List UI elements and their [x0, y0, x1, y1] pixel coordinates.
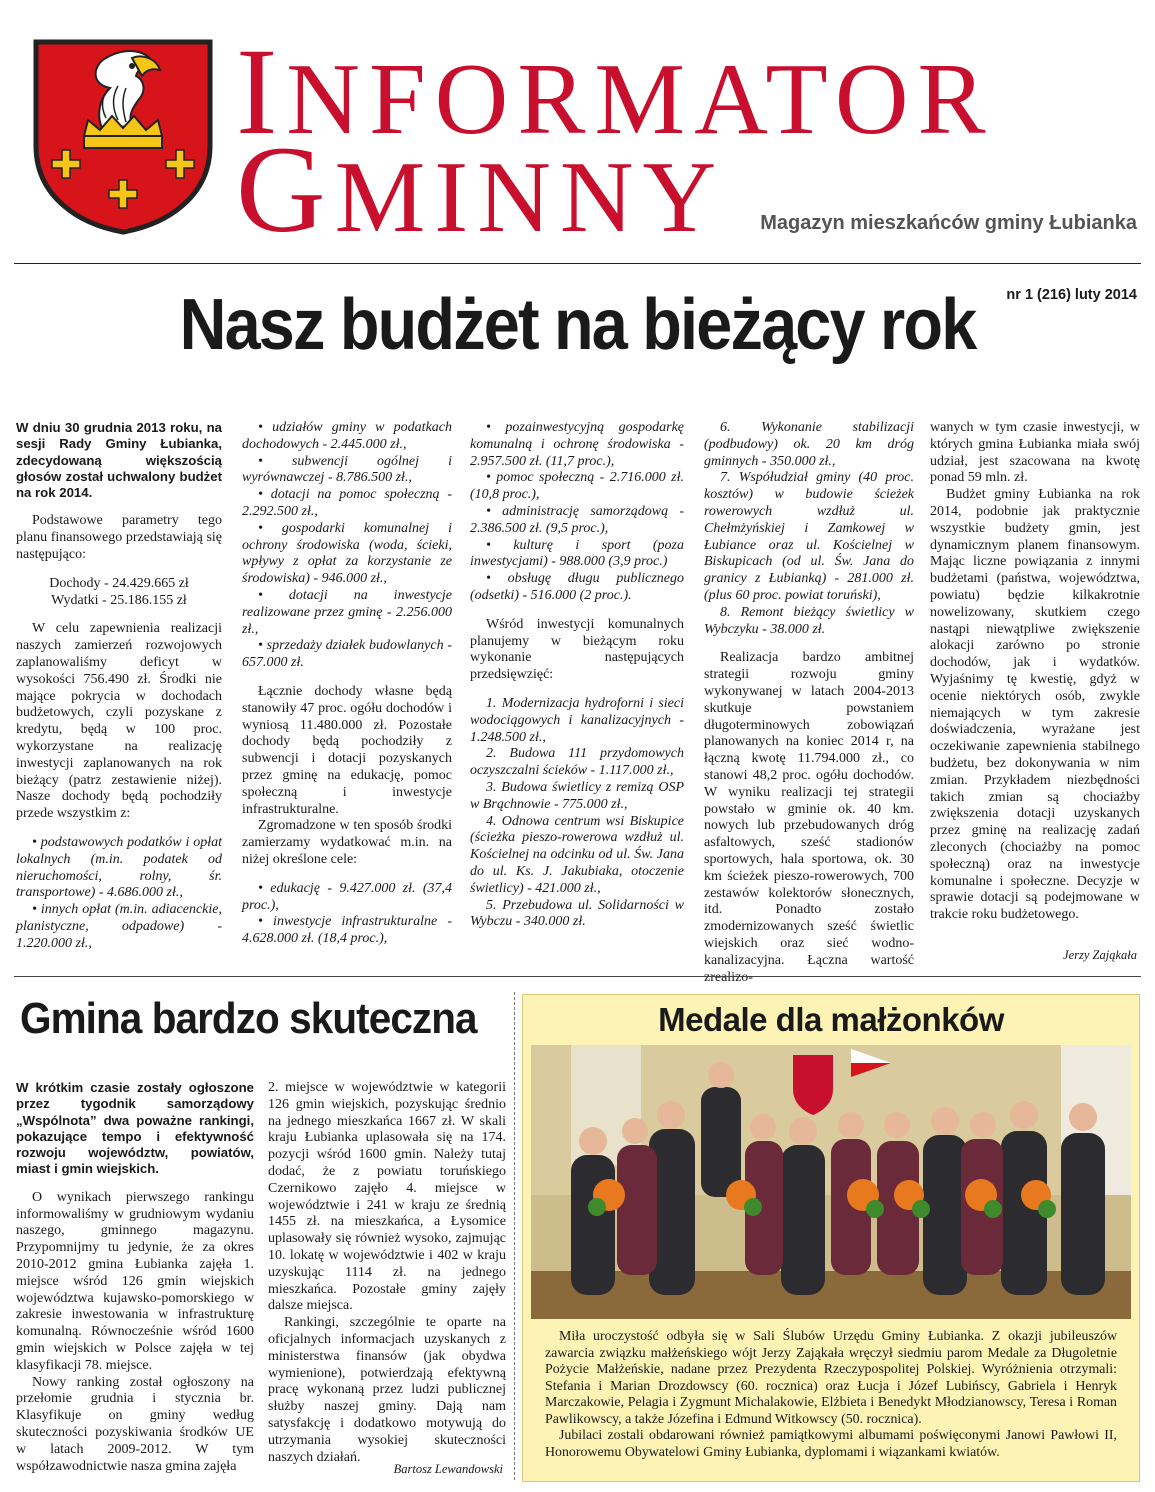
budget-income: Dochody - 24.429.665 zł	[49, 575, 189, 591]
investment-item: 2. Budowa 111 przydomowych oczyszczalni ścieków - 1.117.000 zł.,	[470, 746, 684, 779]
investment-item: 5. Przebudowa ul. Solidarności w Wybczu - 340.000 zł.	[470, 897, 684, 930]
main-column-3	[470, 420, 684, 965]
bullet-item: • dotacji na pomoc społeczną - 2.292.500 zł.,	[242, 487, 452, 519]
investment-item: 6. Wykonanie stabilizacji (podbudowy) ok. 20 km dróg gminnych - 350.000 zł.,	[704, 420, 914, 469]
main-column-1	[16, 420, 222, 965]
investment-item: 7. Współudział gminy (40 proc. kosztów) w budowie ścieżek rowerowych wzdłuż ul. Chełmżyńskiej i Zamkowej w Łubiance oraz ul. Kościelnej w Biskupicach (od ul. Św. Jana do granicy z Łubianką) - 281.000 zł. (plus 60 proc. powiat toruński),	[704, 470, 914, 603]
author-signature: Bartosz Lewandowski	[393, 1462, 503, 1476]
group-photo	[531, 1045, 1131, 1319]
paragraph: W celu zapewnienia realizacji naszych zamierzeń rozwojowych zaplanowaliśmy deficyt w wysokości 756.490 zł. Środki nie mające pokrycia w dochodach budżetowych, czyli pozyskane z kredytu, będą w 100 proc. wykorzystane na realizację inwestycji zaplanowanych na rok bieżący (patrz zestawienie niżej). Nasze dochody będą pochodziły przede wszystkim z:	[16, 621, 222, 822]
second-column-2	[268, 1080, 506, 1465]
paragraph: Wśród inwestycji komunalnych planujemy w bieżącym roku wykonanie następujących przedsięwzięć:	[470, 616, 684, 683]
bullet-item: • gospodarki komunalnej i ochrony środowiska (woda, ścieki, wpływy z opłat za korzystanie ze środowiska) - 946.000 zł.,	[242, 520, 452, 587]
main-column-5	[930, 420, 1140, 940]
bullet-item: • dotacji na inwestycje realizowane przez gminę - 2.256.000 zł.,	[242, 587, 452, 637]
investment-item: 1. Modernizacja hydroforni i sieci wodociągowych i kanalizacyjnych - 1.248.500 zł.,	[470, 695, 684, 745]
paragraph: Nowy ranking został ogłoszony na przełomie grudnia i stycznia br. Klasyfikuje on gminy według skuteczności pozyskiwania środków UE w latach 2009-2012. W tym współzawodnictwie nasza gmina zajęła	[16, 1374, 254, 1474]
medals-box	[522, 994, 1140, 1482]
paragraph: Podstawowe parametry tego planu finansowego przedstawiają się następująco:	[16, 513, 222, 563]
masthead-line2	[236, 121, 726, 258]
bullet-item: • podstawowych podatków i opłat lokalnych (m.in. podatek od nieruchomości, rolny, śr. transportowe) - 4.686.000 zł.,	[16, 835, 222, 901]
bullet-item: • administrację samorządową - 2.386.500 zł. (9,5 proc.),	[470, 503, 684, 536]
main-headline: Nasz budżet na bieżący rok	[179, 285, 976, 365]
header-divider	[14, 263, 1141, 264]
bullet-item: • pozainwestycyjną gospodarkę komunalną i ochronę środowiska - 2.957.500 zł. (11,7 proc.),	[470, 420, 684, 469]
masthead-rest-2: MINNY	[334, 141, 726, 254]
author-signature: Jerzy Zająkała	[1063, 948, 1137, 962]
masthead-rest-1: NFORMATOR	[286, 43, 995, 156]
bullet-item: • subwencji ogólnej i wyrównawczej - 8.786.500 zł.,	[242, 453, 452, 486]
tagline: Magazyn mieszkańców gminy Łubianka	[760, 212, 1137, 234]
paragraph: 2. miejsce w województwie w kategorii 126 gmin wiejskich, pozyskując średnio na jednego mieszkańca 1667 zł. W skali kraju Łubianka uplasowała się na 174. pozycji wśród 1600 gmin. Należy tutaj dodać, że z powiatu toruńskiego Czernikowo zajęło 4. miejsce w województwie i 241 w kraju ze średnią 1455 zł. na mieszkańca, a Łysomice uplasowały się również wysoko, zajmując 10. lokatę w województwie i 402 w kraju uzyskując 1114 zł. na jednego mieszkańca. Pozostałe gminy zajęły dalsze miejsca.	[268, 1080, 506, 1314]
investment-item: 4. Odnowa centrum wsi Biskupice (ścieżka pieszo-rowerowa wzdłuż ul. Kościelnej na odcinku od ul. Św. Jana do ul. Ks. J. Jakubiaka, otoczenie świetlicy) - 421.000 zł.,	[470, 813, 684, 896]
bullet-item: • udziałów gminy w podatkach dochodowych - 2.445.000 zł.,	[242, 420, 452, 452]
masthead-initial-1: I	[236, 23, 287, 160]
bullet-item: • sprzedaży działek budowlanych - 657.000 zł.	[242, 638, 452, 671]
masthead-initial-2: G	[236, 121, 335, 258]
caption-paragraph: Miła uroczystość odbyła się w Sali Ślubów Urzędu Gminy Łubianka. Z okazji jubileuszów zawarcia związku małżeńskiego wójt Jerzy Zająkała wręczył siedmiu parom Medale za Długoletnie Pożycie Małżeńskie, nadane przez Prezydenta Rzeczypospolitej Polskiej. Wyróżnienia otrzymali: Stefania i Marian Drozdowscy (60. rocznica) oraz Łucja i Józef Lubińscy, Gabriela i Henryk Marczakowie, Pelagia i Zygmunt Michalakowie, Elżbieta i Benedykt Młodzianowscy, Teresa i Roman Pawlikowscy, a także Józefina i Edmund Witkowscy (50. rocznica).	[545, 1329, 1117, 1427]
paragraph: Rankingi, szczególnie te oparte na oficjalnych informacjach uzyskanych z ministerstwa finansów (jak obydwa wymienione), potwierdzają efektywną pracę wykonaną przez ludzi publicznej służby naszej gminy. Dają nam satysfakcję i dodatkowo motywują do utrzymania wysokiej skuteczności naszych działań.	[268, 1315, 506, 1465]
second-headline: Gmina bardzo skuteczna	[20, 994, 477, 1043]
bullet-item: • innych opłat (m.in. adiacenckie, planistyczne, odpadowe) - 1.220.000 zł.,	[16, 902, 222, 951]
investment-item: 3. Budowa świetlicy z remizą OSP w Brąchnowie - 775.000 zł.,	[470, 779, 684, 812]
second-column-1	[16, 1080, 254, 1480]
coat-of-arms-icon	[28, 36, 218, 236]
paragraph: Realizacja bardzo ambitnej strategii rozwoju gminy wykonywanej w latach 2004-2013 skutkuje powstaniem długoterminowych zobowiązań planowanych na koniec 2014 r, na łączną kwotę 11.794.000 zł., co stanowi 48,2 proc. ogółu dochodów. W wyniku realizacji tej strategii powstało w gminie ok. 40 km. nowych lub przebudowanych dróg asfaltowych, sześć stadionów sportowych, hala sportowa, ok. 30 km ścieżek pieszo-rowerowych, 700 zestawów kolektorów słonecznych, itd. Ponadto zostało zmodernizowanych sześć świetlic wiejskich oraz sieć wodno-kanalizacyjna. Łączna wartość zrealizo-	[704, 650, 914, 985]
issue-number: nr 1 (216) luty 2014	[1006, 287, 1137, 303]
paragraph: Łącznie dochody własne będą stanowiły 47 proc. ogółu dochodów i wyniosą 11.480.000 zł. Pozostałe dochody będą pochodziły z subwencji i dotacji pozyskanych przez gminę na edukację, pomoc społeczną i inwestycje infrastrukturalne.	[242, 683, 452, 817]
main-column-4	[704, 420, 914, 985]
paragraph: O wynikach pierwszego rankingu informowaliśmy w grudniowym wydaniu naszego, gminnego magazynu. Przypomnijmy tu jedynie, że za okres 2010-2012 gmina Łubianka zajęła 1. miejsce wśród 126 gmin wiejskich województwa kujawsko-pomorskiego w zakresie inwestowania w infrastrukturę komunalną. Równocześnie wśród 1600 gmin wiejskich w Polsce zajęła w tej klasyfikacji 78. miejsce.	[16, 1189, 254, 1373]
paragraph: Budżet gminy Łubianka na rok 2014, podobnie jak praktycznie wszystkie budżety gmin, jest dynamicznym planem finansowym. Mając liczne powiązania z innymi budżetami (państwa, województwa, powiatu) będzie kilkakrotnie nowelizowany, skutkiem czego nastąpi niewątpliwe zwiększenie alokacji zarówno po stronie dochodów, jak i wydatków. Wyjaśnimy tę kwestię, gdyż w ocenie niektórych osób, zwykle niemających w tym zakresie doświadczenia, wyrażane jest oczekiwanie zapewnienia stabilnego budżetu, bez dokonywania w nim zmian. Przykładem niezbędności takich zmian są chociażby zwiększenia dotacji uzyskanych przez gminę na realizację zadań zleconych (chociażby na pomoc społeczną) oraz na inwestycje komunalne i społeczne. Decyzje w sprawie dotacji są podejmowane w trakcie roku budżetowego.	[930, 487, 1140, 923]
bullet-item: • kulturę i sport (poza inwestycjami) - 988.000 (3,9 proc.)	[470, 537, 684, 570]
box-headline: Medale dla małżonków	[658, 1001, 1004, 1038]
paragraph: Zgromadzone w ten sposób środki zamierzamy wydatkować m.in. na niżej określone cele:	[242, 818, 452, 867]
paragraph: wanych w tym czasie inwestycji, w których gmina Łubianka miała swój udział, jest szacowana na kwotę ponad 59 mln. zł.	[930, 420, 1140, 486]
bullet-item: • pomoc społeczną - 2.716.000 zł. (10,8 proc.),	[470, 470, 684, 503]
caption-paragraph: Jubilaci zostali obdarowani również pamiątkowymi albumami poświęconymi Janowi Pawłowi II, Honorowemu Obywatelowi Gminy Łubianka, dyplomami i wiązankami kwiatów.	[545, 1428, 1117, 1460]
photo-caption	[545, 1329, 1117, 1461]
lead-paragraph: W krótkim czasie zostały ogłoszone przez tygodnik samorządowy „Wspólnota” dwa poważne rankingi, pokazujące tempo i efektywność rozwoju województw, powiatów, miast i gmin wiejskich.	[16, 1080, 254, 1177]
main-column-2	[242, 420, 452, 965]
bullet-item: • inwestycje infrastrukturalne - 4.628.000 zł. (18,4 proc.),	[242, 914, 452, 947]
investment-item: 8. Remont bieżący świetlicy w Wybczyku - 38.000 zł.	[704, 604, 914, 637]
budget-expenses: Wydatki - 25.186.155 zł	[51, 592, 187, 608]
column-divider	[514, 992, 515, 1480]
section-divider	[14, 976, 1141, 977]
bullet-item: • obsługę długu publicznego (odsetki) - 516.000 (2 proc.).	[470, 571, 684, 603]
bullet-item: • edukację - 9.427.000 zł. (37,4 proc.),	[242, 880, 452, 913]
group-photo-image	[531, 1045, 1131, 1319]
lead-paragraph: W dniu 30 grudnia 2013 roku, na sesji Rady Gminy Łubianka, zdecydowaną większością głosów został uchwalony budżet na rok 2014.	[16, 420, 222, 501]
